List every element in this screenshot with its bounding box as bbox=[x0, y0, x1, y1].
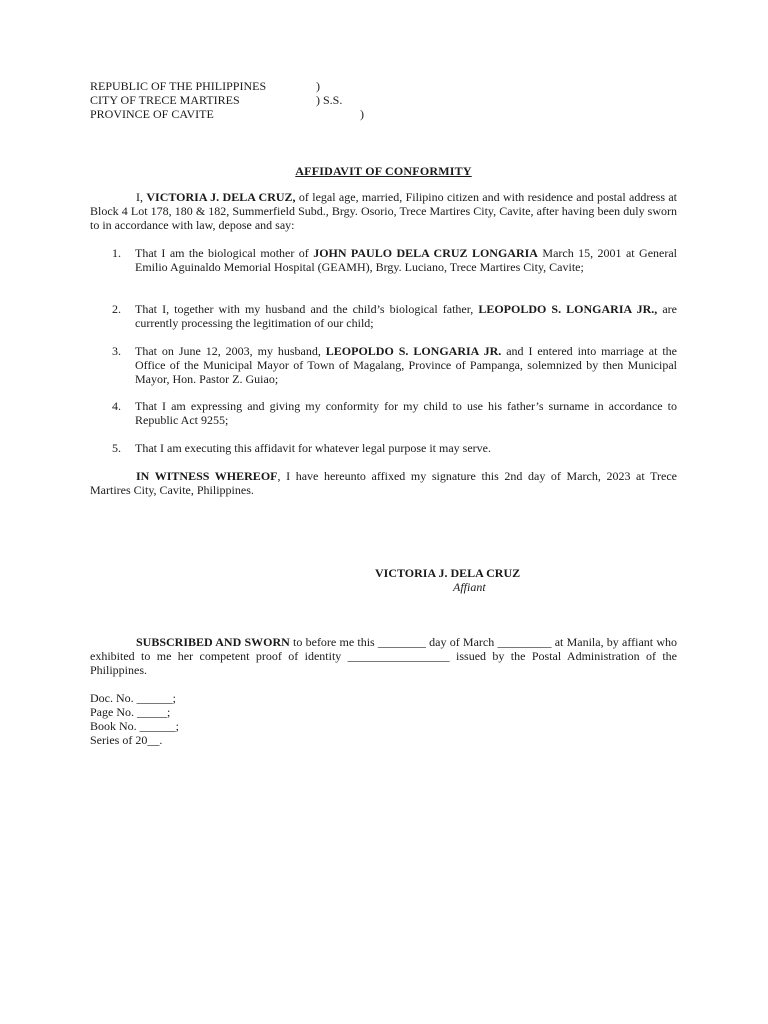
item-number: 1. bbox=[112, 246, 121, 260]
item-number: 4. bbox=[112, 399, 121, 413]
document-title: AFFIDAVIT OF CONFORMITY bbox=[295, 164, 472, 178]
list-item bbox=[90, 399, 677, 427]
list-item bbox=[90, 302, 677, 330]
venue-province: PROVINCE OF CAVITE bbox=[90, 107, 214, 121]
father-name: LEOPOLDO S. LONGARIA JR., bbox=[478, 302, 658, 316]
venue-line-country bbox=[90, 79, 490, 93]
intro-paragraph bbox=[90, 190, 677, 232]
venue-city: CITY OF TRECE MARTIRES bbox=[90, 93, 240, 107]
child-name: JOHN PAULO DELA CRUZ LONGARIA bbox=[313, 246, 538, 260]
affiant-role: Affiant bbox=[453, 580, 486, 594]
jurat-text: to before me this ________ day of March _________ at Manila, by affiant who exhibited to me her competent proof of identity _________________ issued by the Postal Administration of the Philippines. bbox=[90, 635, 678, 677]
intro-text: of legal age, married, Filipino citizen and with residence and postal address at Block 4 Lot 178, 180 & 182, Summerfield Subd., Brgy. Osorio, Trece Martires City, Cavite, after having been duly sworn to in accordance with law, depose and say: bbox=[90, 190, 678, 232]
intro-prefix: I, bbox=[136, 190, 147, 204]
item-text: That I am expressing and giving my conformity for my child to use his father’s surname in accordance to Republic Act 9255; bbox=[135, 399, 677, 427]
doc-number: Doc. No. ______; bbox=[90, 691, 176, 705]
affidavit-page bbox=[90, 0, 677, 1024]
list-item bbox=[90, 344, 677, 386]
husband-name: LEOPOLDO S. LONGARIA JR. bbox=[325, 344, 502, 358]
venue-ss-mark: ) S.S. bbox=[316, 93, 343, 107]
item-text: That on June 12, 2003, my husband, LEOPOLDO S. LONGARIA JR. and I entered into marriage at the Office of the Municipal Mayor of Town of Magalang, Province of Pampanga, solemnized by then Municipal Mayor, Hon. Pastor Z. Guiao; bbox=[135, 344, 677, 386]
item-number: 5. bbox=[112, 441, 121, 455]
venue-bracket: ) bbox=[360, 107, 364, 121]
page-number: Page No. _____; bbox=[90, 705, 171, 719]
list-item bbox=[90, 246, 677, 274]
witness-paragraph bbox=[90, 469, 677, 497]
venue-line-province bbox=[90, 107, 490, 121]
venue-bracket: ) bbox=[316, 79, 320, 93]
item-text: That I am the biological mother of JOHN PAULO DELA CRUZ LONGARIA March 15, 2001 at General Emilio Aguinaldo Memorial Hospital (GEAMH), Brgy. Luciano, Trece Martires City, Cavite; bbox=[135, 246, 678, 274]
venue-caption bbox=[90, 79, 490, 121]
item-text: That I, together with my husband and the child’s biological father, LEOPOLDO S. LONGARIA JR., are currently processing the legitimation of our child; bbox=[135, 302, 677, 330]
venue-line-city bbox=[90, 93, 490, 107]
notary-register bbox=[90, 691, 390, 747]
series-year: Series of 20__. bbox=[90, 733, 163, 747]
witness-lead: IN WITNESS WHEREOF bbox=[136, 469, 278, 483]
item-number: 3. bbox=[112, 344, 121, 358]
witness-text: , I have hereunto affixed my signature this 2nd day of March, 2023 at Trece Martires City, Cavite, Philippines. bbox=[90, 469, 677, 497]
affiant-signature-name: VICTORIA J. DELA CRUZ bbox=[375, 566, 521, 580]
venue-country: REPUBLIC OF THE PHILIPPINES bbox=[90, 79, 267, 93]
item-text: That I am executing this affidavit for whatever legal purpose it may serve. bbox=[135, 441, 491, 455]
affiant-name-intro: VICTORIA J. DELA CRUZ, bbox=[146, 190, 296, 204]
jurat-paragraph bbox=[90, 635, 677, 677]
item-number: 2. bbox=[112, 302, 121, 316]
list-item bbox=[90, 441, 677, 455]
jurat-lead: SUBSCRIBED AND SWORN bbox=[136, 635, 290, 649]
book-number: Book No. ______; bbox=[90, 719, 180, 733]
